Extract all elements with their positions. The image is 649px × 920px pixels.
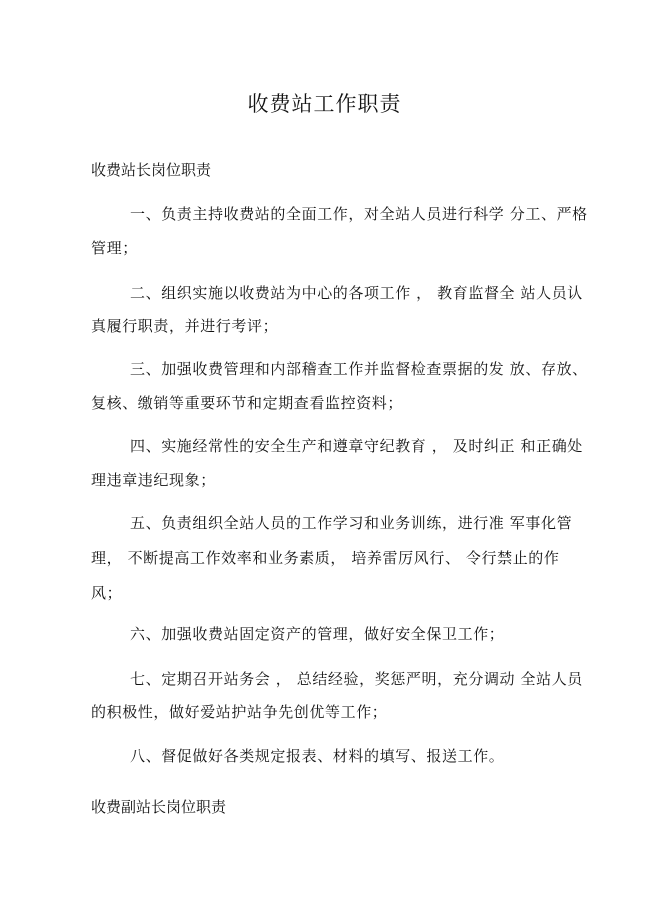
item-4-line-1: 四、实施经常性的安全生产和遵章守纪教育 ， 及时纠正 和正确处: [130, 437, 583, 455]
item-6-line-1: 六、加强收费站固定资产的管理，做好安全保卫工作；: [130, 625, 505, 643]
item-7-line-1: 七、定期召开站务会 ， 总结经验，奖惩严明，充分调动 全站人员: [130, 670, 583, 688]
item-2-line-2: 真履行职责，并进行考评；: [91, 317, 279, 335]
item-3-line-1: 三、加强收费管理和内部稽查工作并监督检查票据的发 放、存放、: [130, 360, 588, 378]
document-title: 收费站工作职责: [247, 92, 402, 116]
item-5-line-1: 五、负责组织全站人员的工作学习和业务训练，进行准 军事化管: [130, 514, 573, 532]
section-title-station-master: 收费站长岗位职责: [91, 161, 212, 179]
item-4-line-2: 理违章违纪现象；: [91, 471, 216, 489]
item-5-line-2: 理， 不断提高工作效率和业务素质， 培养雷厉风行、 令行禁止的作: [91, 549, 560, 567]
item-3-line-2: 复核、缴销等重要环节和定期查看监控资料；: [91, 394, 404, 412]
item-7-line-2: 的积极性，做好爱站护站争先创优等工作；: [91, 703, 388, 721]
item-1-line-2: 管理；: [91, 239, 138, 257]
item-1-line-1: 一、负责主持收费站的全面工作，对全站人员进行科学 分工、严格: [130, 205, 588, 223]
item-2-line-1: 二、组织实施以收费站为中心的各项工作 ， 教育监督全 站人员认: [130, 284, 583, 302]
item-8-line-1: 八、督促做好各类规定报表、材料的填写、报送工作。: [130, 747, 505, 765]
section-title-deputy-master: 收费副站长岗位职责: [91, 798, 227, 816]
item-5-line-3: 风；: [91, 584, 123, 602]
